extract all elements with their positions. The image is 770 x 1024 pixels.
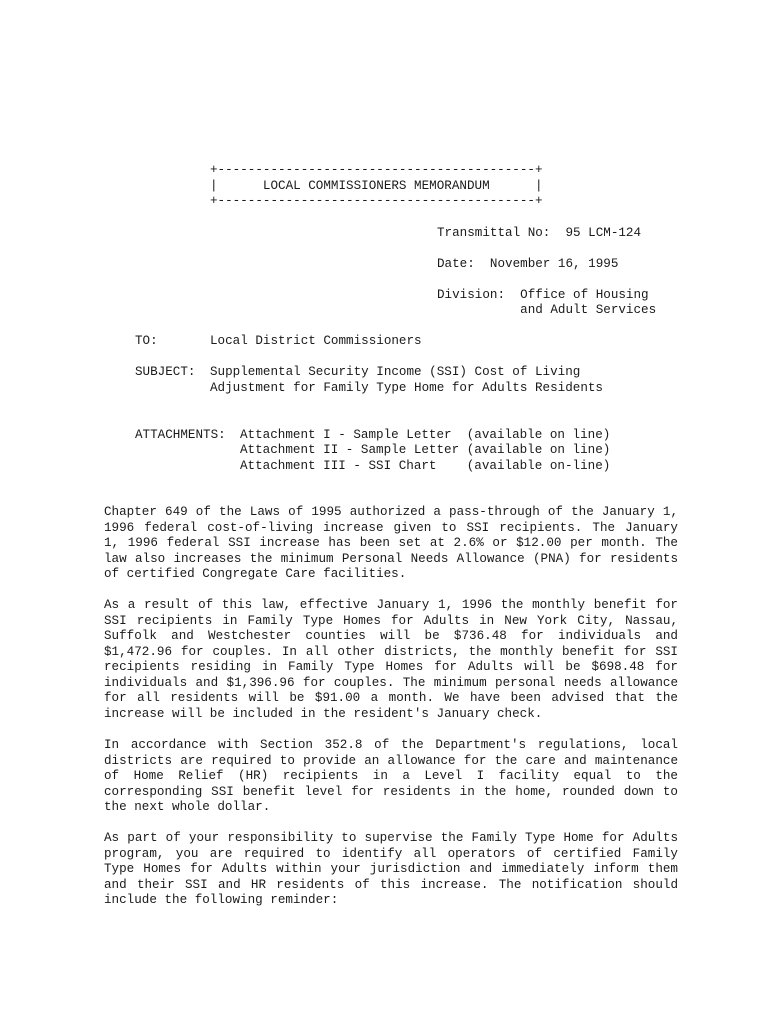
body-paragraph: In accordance with Section 352.8 of the Department's regulations, local districts are required to provide an allowance for the care and maintenance of Home Relief (HR) recipients in a Level I facility equal to the corresponding SSI benefit level for residents in the home, rounded down to the next whole dollar. (104, 738, 678, 814)
to-label: TO: (135, 334, 158, 348)
transmittal-number: Transmittal No: 95 LCM-124 (437, 226, 642, 240)
subject-line-1: Supplemental Security Income (SSI) Cost of Living (210, 365, 581, 379)
attachment-item: Attachment I - Sample Letter (available on line) (240, 428, 611, 442)
body-paragraph: Chapter 649 of the Laws of 1995 authorized a pass-through of the January 1, 1996 federal cost-of-living increase given to SSI recipients. The January 1, 1996 federal SSI increase has been set at 2.6% or $12.00 per month. The law also increases the minimum Personal Needs Allowance (PNA) for residents of certified Congregate Care facilities. (104, 505, 678, 581)
to-value: Local District Commissioners (210, 334, 422, 348)
division-line-2: and Adult Services (437, 303, 657, 317)
subject-label: SUBJECT: (135, 365, 196, 379)
subject-line-2: Adjustment for Family Type Home for Adults Residents (210, 381, 603, 395)
body-paragraph: As part of your responsibility to supervise the Family Type Home for Adults program, you are required to identify all operators of certified Family Type Homes for Adults within your jurisdiction and immediately inform them and their SSI and HR residents of this increase. The notification should include the following reminder: (104, 831, 678, 907)
memo-box-bottom-border: +------------------------------------------+ (210, 194, 543, 208)
division-line-1: Division: Office of Housing (437, 288, 649, 302)
memo-title: | LOCAL COMMISSIONERS MEMORANDUM | (210, 179, 543, 193)
body-paragraph: As a result of this law, effective January 1, 1996 the monthly benefit for SSI recipients in Family Type Homes for Adults in New York City, Nassau, Suffolk and Westchester counties will be $736.48 for individuals and $1,472.96 for couples. In all other districts, the monthly benefit for SSI recipients residing in Family Type Homes for Adults will be $698.48 for individuals and $1,396.96 for couples. The minimum personal needs allowance for all residents will be $91.00 a month. We have been advised that the increase will be included in the resident's January check. (104, 598, 678, 721)
memo-date: Date: November 16, 1995 (437, 257, 619, 271)
memo-box-top-border: +------------------------------------------+ (210, 163, 543, 177)
attachment-item: Attachment II - Sample Letter (available on line) (240, 443, 611, 457)
attachments-label: ATTACHMENTS: (135, 428, 226, 442)
attachment-item: Attachment III - SSI Chart (available on-line) (240, 459, 611, 473)
